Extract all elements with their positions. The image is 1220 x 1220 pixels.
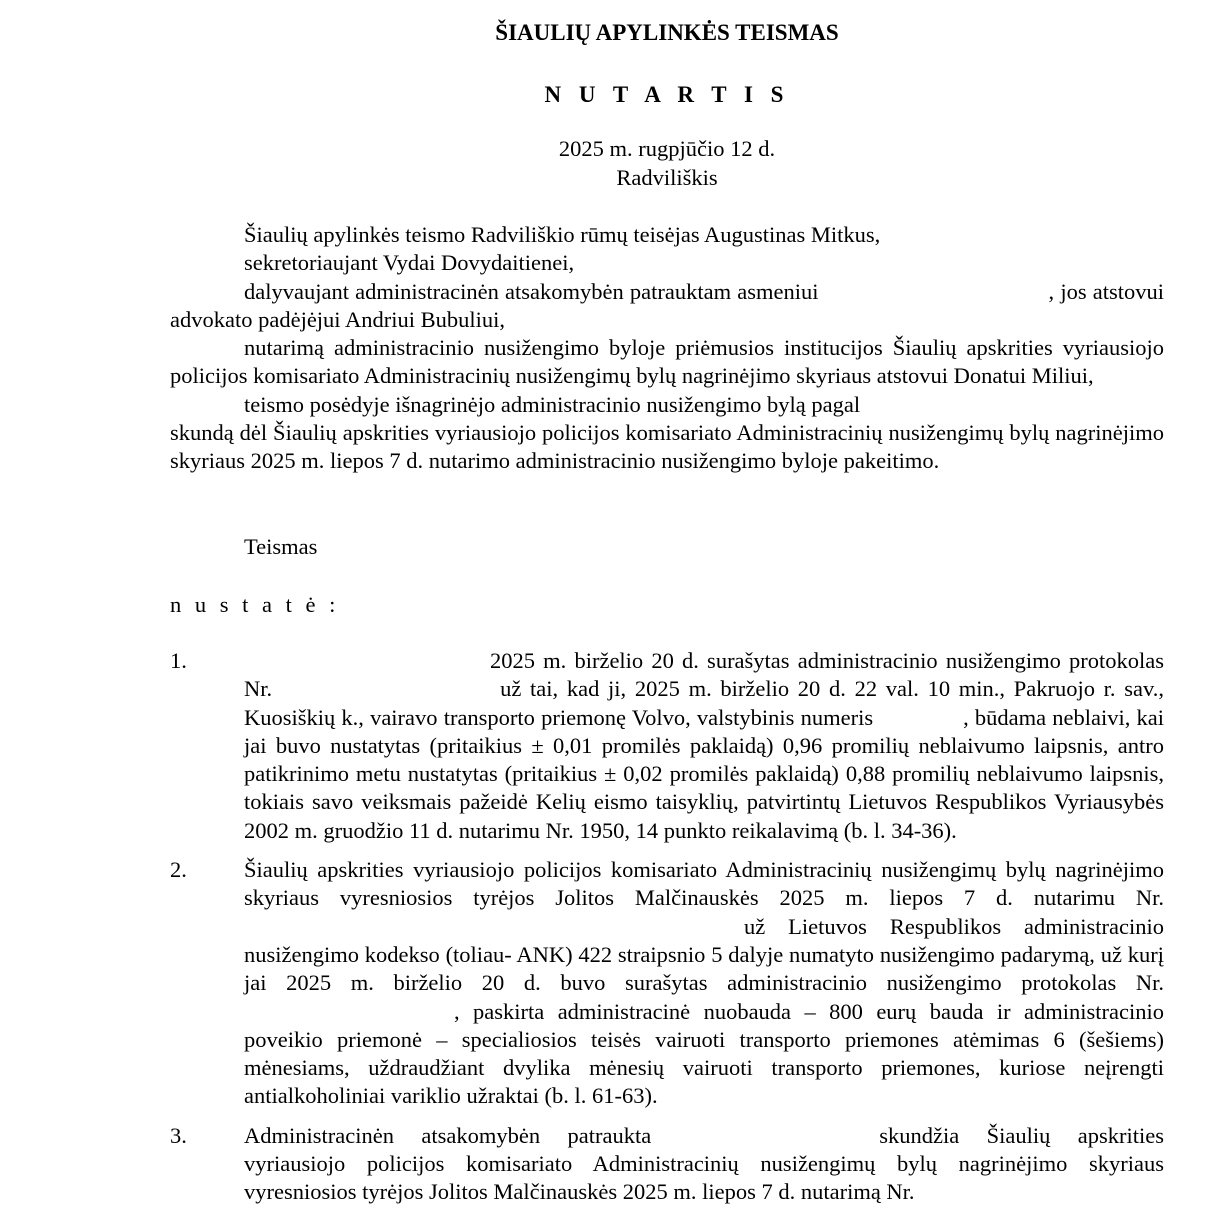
item-text: 2025 m. birželio 20 d. surašytas administracinio nusižengimo protokolas Nr. už tai, kad ji, 2025 m. birželio 20 d. 22 val. 10 min., Pakruojo r. sav., Kuosiškių k., vairavo transporto priemonę Volvo, valstybinis numeris , būdama neblaivi, kai jai buvo nustatytas (pritaikius ± 0,01 promilės paklaidą) 0,96 promilių neblaivumo laipsnis, antro patikrinimo metu nustatytas (pritaikius ± 0,02 promilės paklaidą) 0,88 promilių neblaivumo laipsnis, tokiais savo veiksmais pažeidė Kelių eismo taisyklių, patvirtintų Lietuvos Respublikos Vyriausybės 2002 m. gruodžio 11 d. nutarimu Nr. 1950, 14 punkto reikalavimą (b. l. 34-36). — [244, 648, 1164, 843]
established-heading: n u s t a t ė : — [170, 592, 340, 617]
list-item — [170, 1122, 1164, 1207]
judge-paragraph — [170, 221, 1164, 249]
list-item — [170, 647, 1164, 845]
item-number: 3. — [170, 1122, 187, 1148]
secretary-text: sekretoriaujant Vydai Dovydaitienei, — [244, 250, 575, 276]
participant-paragraph — [170, 278, 1164, 335]
hearing-text-line1: teismo posėdyje išnagrinėjo administracinio nusižengimo bylą pagal — [244, 391, 861, 417]
item-number: 1. — [170, 648, 187, 673]
document-date: 2025 m. rugpjūčio 12 d. — [558, 136, 776, 161]
document-type-title: N U T A R T I S — [544, 82, 790, 107]
judge-text: Šiaulių apylinkės teismo Radviliškio rūmų teisėjas Augustinas Mitkus, — [244, 222, 881, 247]
court-title: ŠIAULIŲ APYLINKĖS TEISMAS — [495, 20, 839, 45]
hearing-text-rest: skundą dėl Šiaulių apskrities vyriausiojo policijos komisariato Administracinių nusižengimų bylų nagrinėjimo skyriaus 2025 m. liepos 7 d. nutarimo administracinio nusižengimo byloje pakeitimo. — [170, 420, 1164, 474]
institution-text: nutarimą administracinio nusižengimo byloje priėmusios institucijos Šiaulių apskrities vyriausiojo policijos komisariato Administracinių nusižengimų bylų nagrinėjimo skyriaus atstovui Donatui Miliui, — [170, 335, 1164, 389]
numbered-items — [170, 647, 1164, 1218]
item-text: Administracinėn atsakomybėn patraukta skundžia Šiaulių apskrities vyriausiojo policijos komisariato Administracinių nusižengimų bylų nagrinėjimo skyriaus vyresniosios tyrėjos Jolitos Malčinauskės 2025 m. liepos 7 d. nutarimą Nr. — [244, 1122, 1165, 1205]
item-number: 2. — [170, 857, 187, 883]
hearing-paragraph-line1 — [170, 391, 1164, 419]
secretary-paragraph — [170, 249, 1164, 277]
document-place: Radviliškis — [616, 165, 718, 190]
court-heading: Teismas — [244, 534, 318, 559]
institution-paragraph — [170, 334, 1164, 391]
participant-text-b: , jos atstovui advokato padėjėjui Andriui Bubuliui, — [170, 278, 1164, 332]
participant-text-a: dalyvaujant administracinėn atsakomybėn patrauktam asmeniui — [244, 278, 819, 304]
list-item — [170, 856, 1164, 1111]
introduction-section — [170, 221, 1164, 476]
item-text: Šiaulių apskrities vyriausiojo policijos komisariato Administracinių nusižengimų bylų nagrinėjimo skyriaus vyresniosios tyrėjos Jolitos Malčinauskės 2025 m. liepos 7 d. nutarimu Nr.už Lietuvos Respublikos administracinio nusižengimo kodekso (toliau- ANK) 422 straipsnio 5 dalyje numatyto nusižengimo padarymą, už kurį jai 2025 m. birželio 20 d. buvo surašytas administracinio nusižengimo protokolas Nr., paskirta administracinė nuobauda – 800 eurų bauda ir administracinio poveikio priemonė – specialiosios teisės vairuoti transporto priemones atėmimas 6 (šešiems) mėnesiams, uždraudžiant dvylika mėnesių vairuoti transporto priemones, kuriose neįrengti antialkoholiniai variklio užraktai (b. l. 61-63). — [244, 857, 1164, 1109]
hearing-paragraph-rest — [170, 419, 1164, 476]
